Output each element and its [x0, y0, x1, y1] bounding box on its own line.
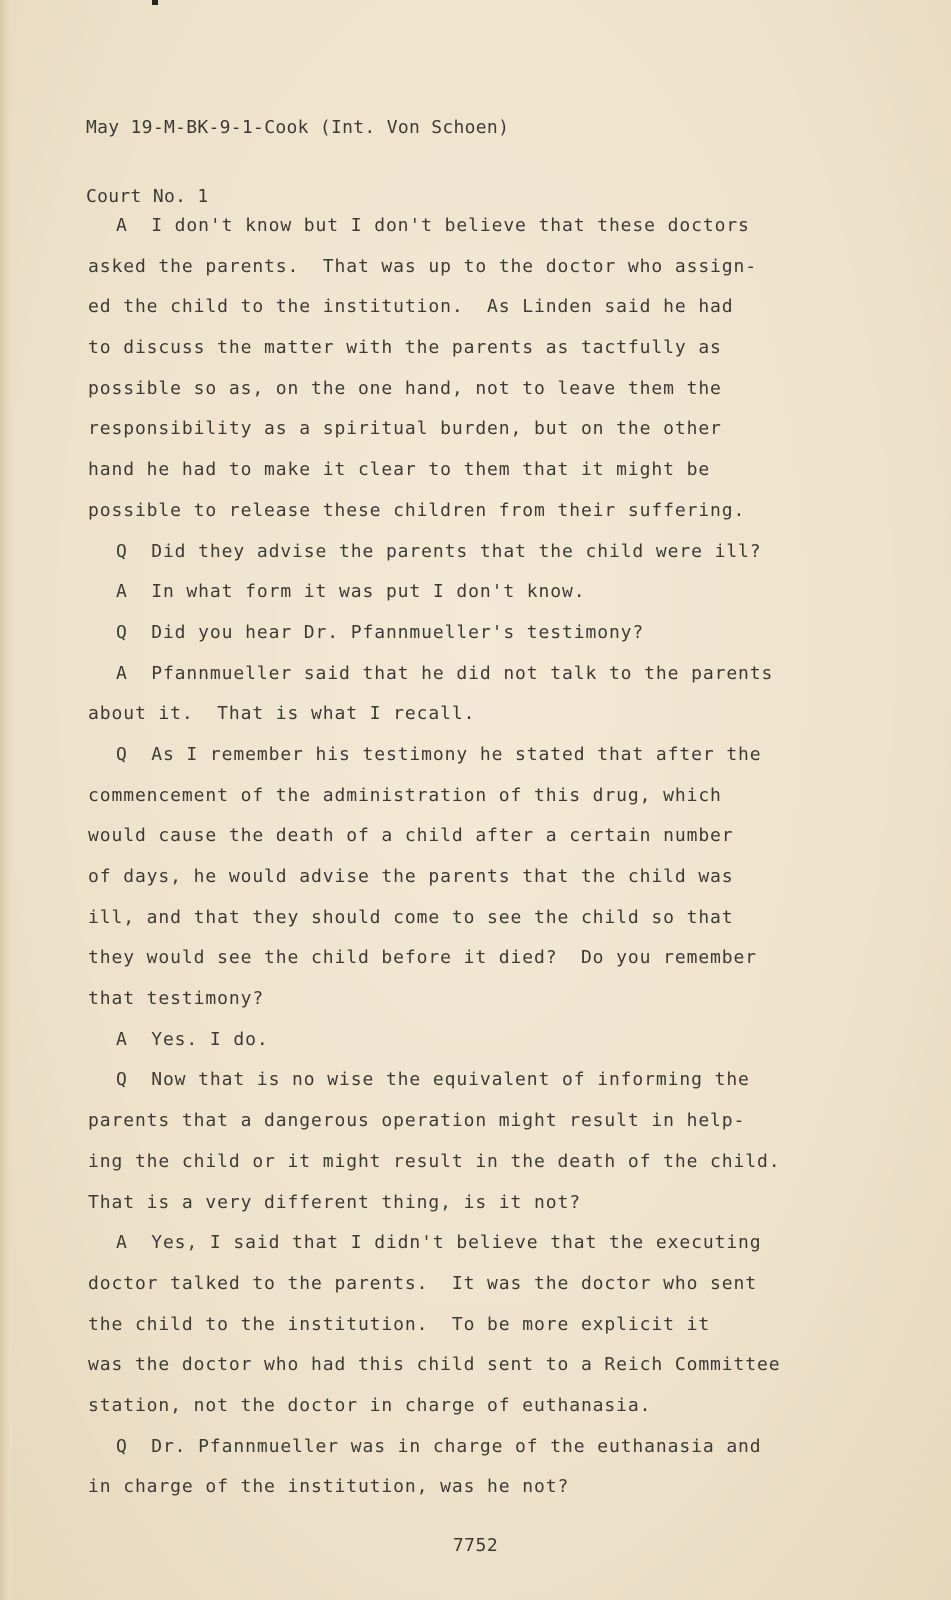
- transcript-line: possible to release these children from their suffering.: [88, 499, 746, 521]
- header-court-line: Court No. 1: [86, 186, 209, 207]
- transcript-line: Q Dr. Pfannmueller was in charge of the euthanasia and: [116, 1435, 762, 1457]
- transcript-line: the child to the institution. To be more explicit it: [88, 1313, 711, 1335]
- transcript-line: A Pfannmueller said that he did not talk to the parents: [116, 662, 774, 684]
- transcript-line: commencement of the administration of this drug, which: [88, 784, 722, 806]
- transcript-line: ill, and that they should come to see the child so that: [88, 906, 734, 928]
- transcript-line: to discuss the matter with the parents as tactfully as: [88, 337, 722, 359]
- transcript-line: about it. That is what I recall.: [88, 703, 476, 725]
- transcript-body: [88, 206, 828, 1508]
- transcript-line: Q Now that is no wise the equivalent of informing the: [116, 1069, 750, 1091]
- transcript-line: they would see the child before it died? Do you remember: [88, 947, 758, 969]
- transcript-line: parents that a dangerous operation might result in help-: [88, 1110, 746, 1132]
- transcript-line: A Yes, I said that I didn't believe that the executing: [116, 1232, 762, 1254]
- transcript-line: of days, he would advise the parents that the child was: [88, 866, 734, 887]
- header-session-line: May 19-M-BK-9-1-Cook (Int. Von Schoen): [86, 117, 510, 138]
- transcript-line: A In what form it was put I don't know.: [116, 581, 586, 603]
- transcript-line: possible so as, on the one hand, not to leave them the: [88, 377, 722, 399]
- transcript-line: asked the parents. That was up to the doctor who assign-: [88, 255, 758, 277]
- page-number: 7752: [452, 1535, 499, 1556]
- transcript-line: that testimony?: [88, 988, 265, 1010]
- transcript-line: A Yes. I do.: [116, 1028, 269, 1050]
- transcript-line: responsibility as a spiritual burden, but on the other: [88, 418, 722, 440]
- page-edge-shadow: [0, 0, 14, 1600]
- transcript-line: Q Did you hear Dr. Pfannmueller's testimony?: [116, 621, 645, 643]
- transcript-line: Q Did they advise the parents that the child were ill?: [116, 540, 762, 562]
- transcript-line: That is a very different thing, is it not?: [88, 1191, 581, 1213]
- transcript-line: hand he had to make it clear to them that it might be: [88, 459, 711, 481]
- transcript-line: A I don't know but I don't believe that these doctors: [116, 215, 750, 236]
- transcript-line: was the doctor who had this child sent to a Reich Committee: [88, 1354, 781, 1376]
- transcript-line: would cause the death of a child after a certain number: [88, 825, 734, 847]
- transcript-line: in charge of the institution, was he not?: [88, 1476, 570, 1498]
- transcript-line: station, not the doctor in charge of euthanasia.: [88, 1394, 652, 1416]
- transcript-line: ed the child to the institution. As Linden said he had: [88, 296, 734, 318]
- transcript-line: ing the child or it might result in the death of the child.: [88, 1150, 781, 1172]
- transcript-line: doctor talked to the parents. It was the doctor who sent: [88, 1272, 758, 1294]
- transcript-line: Q As I remember his testimony he stated that after the: [116, 743, 762, 765]
- top-punch-mark: [152, 0, 158, 5]
